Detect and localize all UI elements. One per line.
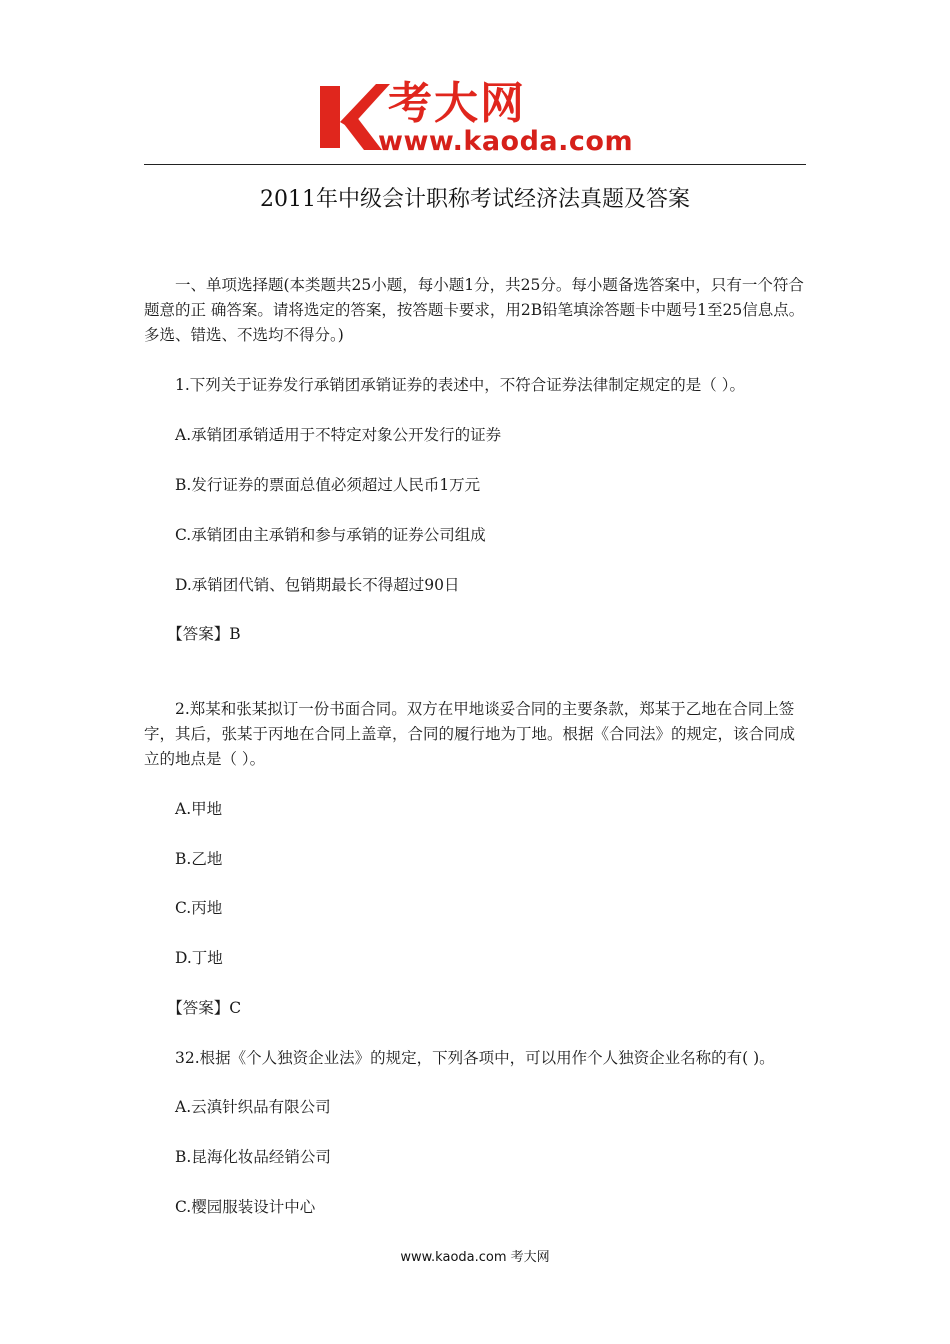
- question-2-option-b: B.乙地: [144, 850, 223, 868]
- question-32-option-a: A.云滇针织品有限公司: [144, 1098, 331, 1116]
- question-2-option-d: D.丁地: [144, 949, 223, 967]
- question-2-option-a: A.甲地: [144, 800, 223, 818]
- question-2-answer: 【答案】C: [144, 999, 242, 1017]
- question-1-stem: 1.下列关于证券发行承销团承销证券的表述中，不符合证券法律制定规定的是（ ）。: [144, 376, 745, 394]
- question-1-option-a: A.承销团承销适用于不特定对象公开发行的证券: [144, 426, 502, 444]
- document-title: 2011年中级会计职称考试经济法真题及答案: [260, 187, 690, 212]
- question-32-option-c: C.樱园服装设计中心: [144, 1198, 316, 1216]
- logo-url-text: www.kaoda.com: [378, 126, 634, 157]
- question-2-stem: 2.郑某和张某拟订一份书面合同。双方在甲地谈妥合同的主要条款，郑某于乙地在合同上签字，其后，张某于丙地在合同上盖章，合同的履行地为丁地。根据《合同法》的规定，该合同成立的地点是（ ）。: [144, 700, 796, 768]
- header-divider: [144, 164, 806, 165]
- question-1-option-c: C.承销团由主承销和参与承销的证券公司组成: [144, 526, 486, 544]
- question-2-option-c: C.丙地: [144, 899, 223, 917]
- section-intro: 一、单项选择题(本类题共25小题，每小题1分，共25分。每小题备选答案中，只有一个符合题意的正 确答案。请将选定的答案，按答题卡要求，用2B铅笔填涂答题卡中题号1至25信息点。多选、错选、不选均不得分。): [144, 276, 805, 344]
- question-32-stem: 32.根据《个人独资企业法》的规定，下列各项中，可以用作个人独资企业名称的有( )。: [144, 1049, 775, 1067]
- page-footer: www.kaoda.com 考大网: [400, 1250, 550, 1265]
- question-1-answer: 【答案】B: [144, 625, 241, 643]
- logo-brand-text: 考大网: [388, 78, 526, 129]
- question-32-option-b: B.昆海化妆品经销公司: [144, 1148, 331, 1166]
- question-1-option-b: B.发行证券的票面总值必须超过人民币1万元: [144, 476, 481, 494]
- question-1-option-d: D.承销团代销、包销期最长不得超过90日: [144, 576, 460, 594]
- kaoda-logo: [318, 78, 648, 158]
